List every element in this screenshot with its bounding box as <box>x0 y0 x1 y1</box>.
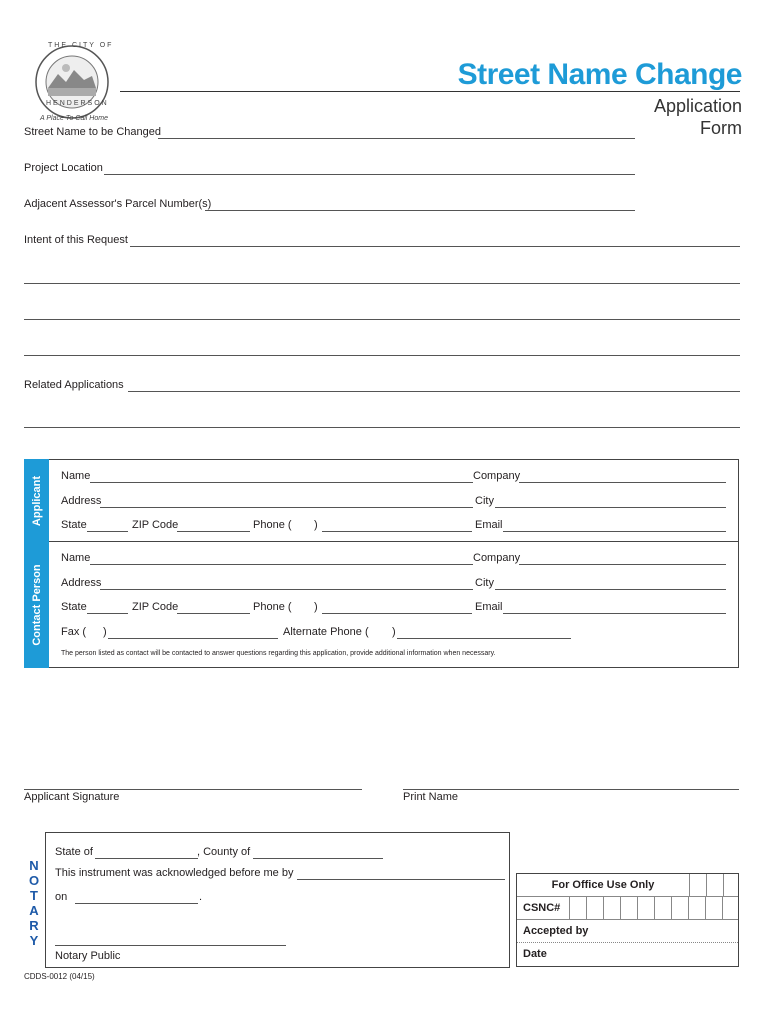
notary-public-signature-input[interactable] <box>55 945 286 946</box>
print-name-label: Print Name <box>403 791 459 803</box>
contact-city-label: City <box>475 577 494 589</box>
notary-county-label: , County of <box>197 846 251 858</box>
office-csnc-label: CSNC# <box>523 902 561 914</box>
applicant-name-input[interactable] <box>90 482 473 483</box>
notary-on-input[interactable] <box>75 903 198 904</box>
office-date-label: Date <box>523 948 547 960</box>
notary-acknowledged-label: This instrument was acknowledged before me by <box>55 867 294 879</box>
office-row-divider-3 <box>517 942 738 943</box>
contact-fax-close: ) <box>103 626 107 638</box>
applicant-address-input[interactable] <box>100 507 473 508</box>
project-location-label: Project Location <box>24 162 103 174</box>
applicant-state-input[interactable] <box>87 531 128 532</box>
parcel-numbers-label: Adjacent Assessor's Parcel Number(s) <box>24 198 212 210</box>
contact-tab <box>24 542 49 668</box>
applicant-email-input[interactable] <box>503 531 726 532</box>
contact-alt-phone-input[interactable] <box>397 638 571 639</box>
applicant-phone-input[interactable] <box>322 531 472 532</box>
page-subtitle <box>654 95 742 139</box>
seal-tagline: A Place To Call Home <box>40 115 108 122</box>
contact-fax-input[interactable] <box>108 638 278 639</box>
contact-name-label: Name <box>61 552 91 564</box>
intent-input-line-3[interactable] <box>24 319 740 320</box>
office-accepted-by-label: Accepted by <box>523 925 589 937</box>
contact-zip-input[interactable] <box>177 613 250 614</box>
contact-email-label: Email <box>475 601 503 613</box>
subtitle-line-2: Form <box>700 118 742 138</box>
applicant-tab-label: Applicant <box>30 475 43 526</box>
csnc-cell-9 <box>705 896 706 919</box>
notary-state-input[interactable] <box>95 858 198 859</box>
contact-alt-phone-close: ) <box>392 626 396 638</box>
notary-public-label: Notary Public <box>55 950 121 962</box>
applicant-email-label: Email <box>475 519 503 531</box>
applicant-company-label: Company <box>473 470 521 482</box>
csnc-cell-8 <box>688 896 689 919</box>
seal-text-top: THE CITY OF <box>48 42 114 49</box>
contact-email-input[interactable] <box>503 613 726 614</box>
office-use-title: For Office Use Only <box>551 879 655 891</box>
contact-company-input[interactable] <box>519 564 726 565</box>
office-use-box <box>516 873 739 967</box>
csnc-cell-10 <box>722 896 723 919</box>
intent-input-line-4[interactable] <box>24 355 740 356</box>
applicant-phone-label: Phone ( <box>253 519 292 531</box>
applicant-zip-label: ZIP Code <box>132 519 179 531</box>
project-location-input[interactable] <box>104 174 635 175</box>
contact-note: The person listed as contact will be contacted to answer questions regarding this application, provide additional information when necessary. <box>61 650 496 657</box>
intent-input-line-2[interactable] <box>24 283 740 284</box>
applicant-signature-label: Applicant Signature <box>24 791 120 803</box>
csnc-cell-7 <box>671 896 672 919</box>
notary-letter-o: O <box>28 873 40 888</box>
notary-letter-n: N <box>29 858 39 873</box>
notary-acknowledged-input[interactable] <box>297 879 505 880</box>
contact-name-input[interactable] <box>90 564 473 565</box>
office-title-cell-2 <box>706 874 707 896</box>
applicant-company-input[interactable] <box>519 482 726 483</box>
applicant-state-label: State <box>61 519 87 531</box>
page-title: Street Name Change <box>457 58 742 91</box>
applicant-phone-close: ) <box>314 519 318 531</box>
contact-phone-close: ) <box>314 601 318 613</box>
notary-letter-t: T <box>30 888 38 903</box>
office-row-divider-2 <box>517 919 738 920</box>
contact-city-input[interactable] <box>495 589 726 590</box>
csnc-cell-1 <box>569 896 570 919</box>
applicant-city-input[interactable] <box>495 507 726 508</box>
related-applications-input-1[interactable] <box>128 391 740 392</box>
office-title-cells <box>689 874 739 896</box>
office-title-cell-3 <box>723 874 724 896</box>
applicant-city-label: City <box>475 495 494 507</box>
contact-phone-input[interactable] <box>322 613 472 614</box>
contact-phone-label: Phone ( <box>253 601 292 613</box>
contact-tab-label: Contact Person <box>30 564 43 646</box>
office-title-cell-1 <box>689 874 690 896</box>
related-applications-input-2[interactable] <box>24 427 740 428</box>
notary-letter-a: A <box>29 903 39 918</box>
notary-letter-r: R <box>29 918 39 933</box>
notary-on-period: . <box>199 891 203 903</box>
applicant-signature-input[interactable] <box>24 789 362 790</box>
contact-address-label: Address <box>61 577 102 589</box>
notary-on-label: on <box>55 891 68 903</box>
applicant-contact-divider <box>24 541 739 542</box>
office-csnc-cells[interactable] <box>569 896 739 919</box>
contact-alt-phone-label: Alternate Phone ( <box>283 626 369 638</box>
street-name-label: Street Name to be Changed <box>24 126 161 138</box>
csnc-cell-6 <box>654 896 655 919</box>
applicant-zip-input[interactable] <box>177 531 250 532</box>
print-name-input[interactable] <box>403 789 739 790</box>
contact-state-input[interactable] <box>87 613 128 614</box>
csnc-cell-4 <box>620 896 621 919</box>
csnc-cell-2 <box>586 896 587 919</box>
csnc-cell-5 <box>637 896 638 919</box>
contact-zip-label: ZIP Code <box>132 601 179 613</box>
applicant-address-label: Address <box>61 495 102 507</box>
notary-letter-y: Y <box>29 933 39 948</box>
street-name-input[interactable] <box>158 138 635 139</box>
related-applications-label: Related Applications <box>24 379 124 391</box>
contact-company-label: Company <box>473 552 521 564</box>
form-code: CDDS-0012 (04/15) <box>24 972 95 981</box>
seal-text-bottom: HENDERSON <box>46 100 109 107</box>
notary-county-input[interactable] <box>253 858 383 859</box>
parcel-numbers-input[interactable] <box>205 210 635 211</box>
intent-input-line-1[interactable] <box>130 246 740 247</box>
intent-label: Intent of this Request <box>24 234 128 246</box>
applicant-tab <box>24 459 49 542</box>
applicant-name-label: Name <box>61 470 91 482</box>
contact-fax-label: Fax ( <box>61 626 87 638</box>
contact-state-label: State <box>61 601 87 613</box>
notary-state-label: State of <box>55 846 93 858</box>
contact-address-input[interactable] <box>100 589 473 590</box>
subtitle-line-1: Application <box>653 96 742 116</box>
csnc-cell-3 <box>603 896 604 919</box>
notary-box <box>24 832 510 968</box>
